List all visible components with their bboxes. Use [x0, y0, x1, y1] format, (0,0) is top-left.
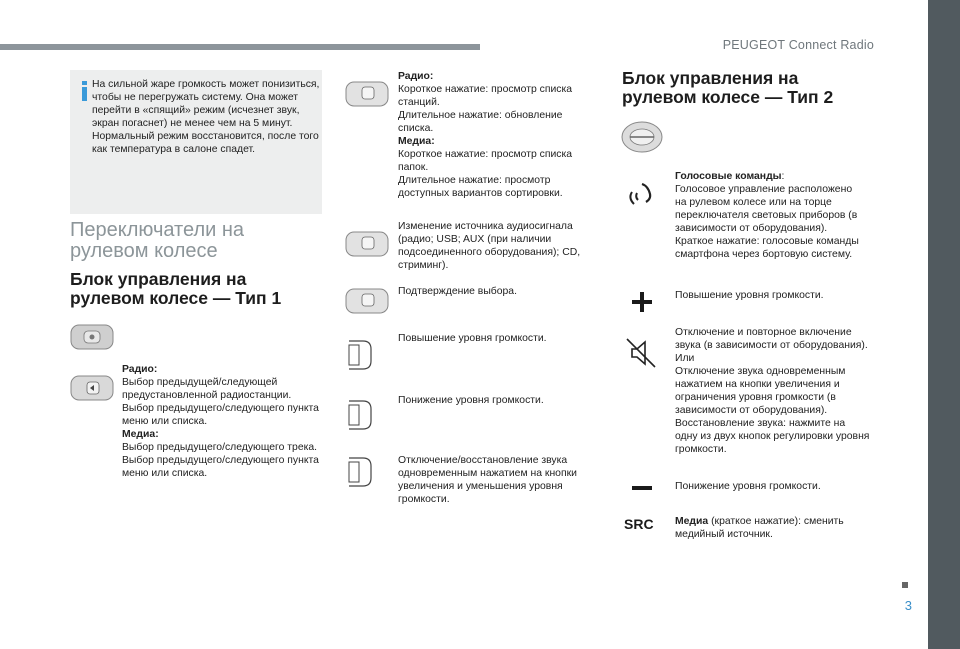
- type2-item-mute: Отключение и повторное включение звука (в зависимости от оборудования). Или Отключение звука одновременным нажатием на кнопки увеличения и ограничения уровня громкости (в зависимости от оборудования). Восстановление звука: нажмите на одну из двух кнопок регулировки уровня громкости.: [675, 327, 870, 455]
- steering-switch-list-icon: [345, 80, 389, 108]
- col2-item-mute: Отключение/восстановление звука одновременным нажатием на кнопки увеличения и уменьшения уровня громкости.: [398, 455, 577, 505]
- side-strip: [928, 0, 960, 649]
- type2-item-voice: Голосовые команды: Голосовое управление расположено на рулевом колесе или на торце переключателя световых приборов (в зависимости от оборудования). Краткое нажатие: голосовые команды смартфона через бортовую систему.: [675, 171, 859, 260]
- info-icon: [78, 80, 92, 102]
- col2-item-volume-up: Повышение уровня громкости.: [398, 333, 547, 344]
- type1-item-seek: Радио: Выбор предыдущей/следующей предустановленной радиостанции. Выбор предыдущего/следующего пункта меню или списка. Медиа: Выбор предыдущего/следующего трека. Выбор предыдущего/следующего пункта меню или списка.: [122, 364, 319, 479]
- col2-item-source: Изменение источника аудиосигнала (радио; USB; AUX (при наличии подсоединенного оборудования); CD, стриминг).: [398, 221, 581, 271]
- src-button-label: SRC: [624, 516, 654, 532]
- page-header-title: PEUGEOT Connect Radio: [722, 38, 874, 52]
- steering-switch-icon: [70, 373, 114, 403]
- col2-item-volume-down: Понижение уровня громкости.: [398, 395, 544, 406]
- page-number: 3: [904, 598, 912, 613]
- voice-command-icon: [624, 176, 658, 210]
- type2-item-volume-up: Повышение уровня громкости.: [675, 290, 824, 301]
- page-marker: [902, 582, 908, 588]
- steering-switch-source-icon: [345, 230, 389, 258]
- col2-item-confirm: Подтверждение выбора.: [398, 286, 517, 297]
- info-note: [70, 70, 322, 214]
- plus-icon: [631, 291, 653, 313]
- type2-item-media: Медиа (краткое нажатие): сменить медийный источник.: [675, 516, 844, 540]
- steering-switch-confirm-icon: [345, 287, 389, 315]
- info-note-text: На сильной жаре громкость может понизиться, чтобы не перегружать систему. Она может перейти в «спящий» режим (исчезнет звук, экран погаснет) не менее чем на 5 минут. Нормальный режим восстановится, после того как температура в салоне спадет.: [92, 79, 320, 155]
- header-bar: [0, 44, 480, 50]
- col2-item-list: Радио: Короткое нажатие: просмотр списка станций. Длительное нажатие: обновление списка. Медиа: Короткое нажатие: просмотр списка папок. Длительное нажатие: просмотр доступных вариантов сортировки.: [398, 71, 573, 199]
- steering-wheel-icon: [620, 120, 664, 154]
- type2-item-volume-down: Понижение уровня громкости.: [675, 481, 821, 492]
- mute-switch-icon: [345, 452, 375, 492]
- volume-up-switch-icon: [345, 335, 375, 375]
- steering-control-type1-icon: [70, 322, 114, 352]
- type2-title: Блок управления на рулевом колесе — Тип 2: [622, 68, 834, 107]
- section-title: Переключатели на рулевом колесе: [70, 219, 245, 262]
- minus-icon: [631, 484, 653, 492]
- mute-speaker-icon: [624, 336, 658, 370]
- type1-title: Блок управления на рулевом колесе — Тип 1: [70, 269, 282, 308]
- volume-down-switch-icon: [345, 395, 375, 435]
